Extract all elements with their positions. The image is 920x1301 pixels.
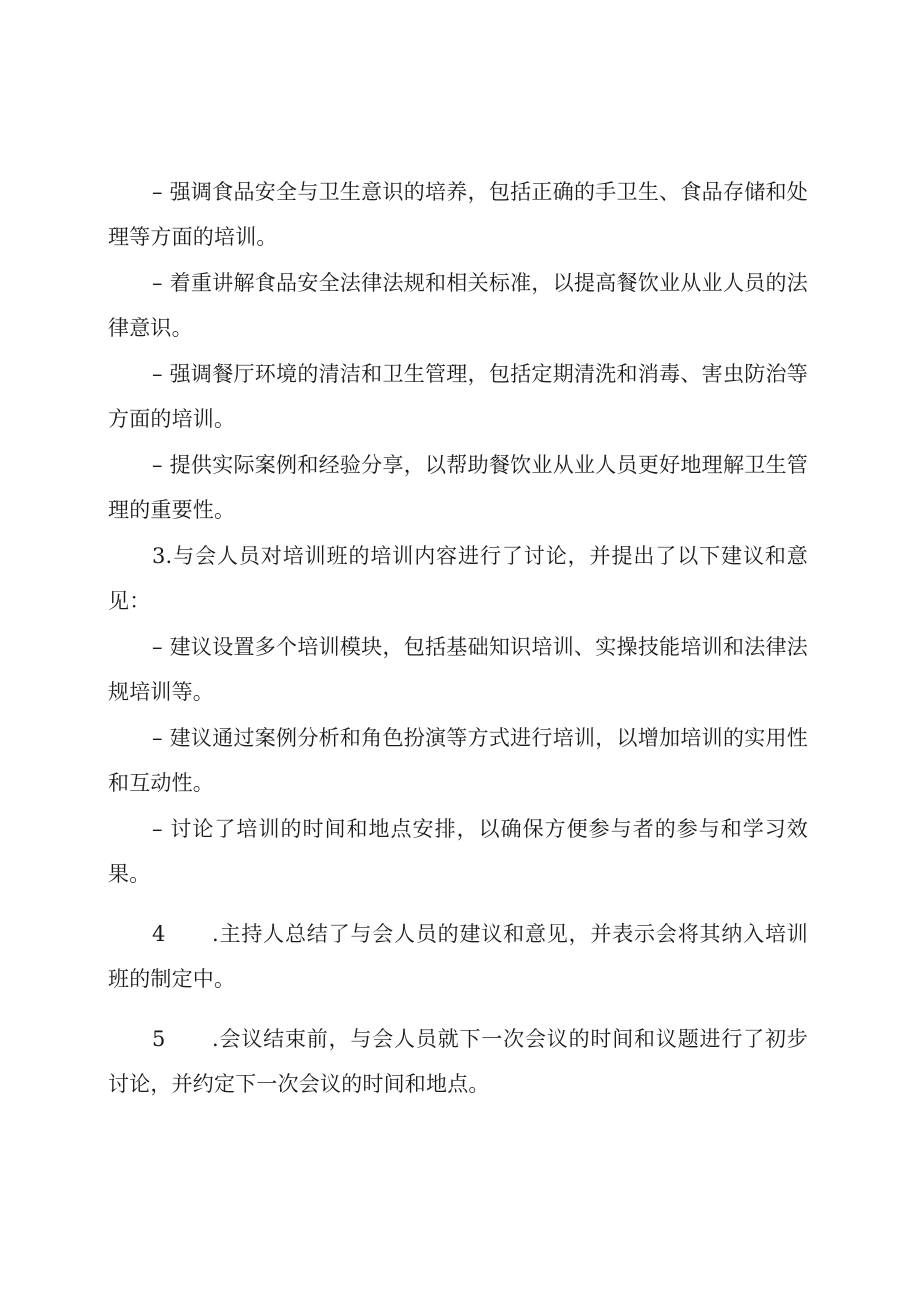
paragraph-suggest-modules: – 建议设置多个培训模块，包括基础知识培训、实操技能培训和法律法规培训等。 <box>108 635 808 704</box>
paragraph-food-safety-law: – 着重讲解食品安全法律法规和相关标准，以提高餐饮业从业人员的法律意识。 <box>108 271 808 340</box>
paragraph-item-5 <box>108 1017 808 1107</box>
item-5-text: .会议结束前，与会人员就下一次会议的时间和议题进行了初步讨论，并约定下一次会议的时间和地点。 <box>108 1027 808 1096</box>
document-body <box>108 170 808 1108</box>
paragraph-item-3: 3.与会人员对培训班的培训内容进行了讨论，并提出了以下建议和意见： <box>108 544 808 613</box>
paragraph-restaurant-hygiene: – 强调餐厅环境的清洁和卫生管理，包括定期清洗和消毒、害虫防治等方面的培训。 <box>108 362 808 431</box>
item-4-number: 4 <box>152 922 166 946</box>
paragraph-item-4 <box>108 912 808 1002</box>
paragraph-suggest-methods: – 建议通过案例分析和角色扮演等方式进行培训，以增加培训的实用性和互动性。 <box>108 726 808 795</box>
item-4-text: .主持人总结了与会人员的建议和意见，并表示会将其纳入培训班的制定中。 <box>108 922 808 991</box>
item-5-number: 5 <box>152 1027 166 1051</box>
paragraph-schedule-discussion: – 讨论了培训的时间和地点安排，以确保方便参与者的参与和学习效果。 <box>108 817 808 886</box>
paragraph-food-safety-awareness: – 强调食品安全与卫生意识的培养，包括正确的手卫生、食品存储和处理等方面的培训。 <box>108 180 808 249</box>
paragraph-case-sharing: – 提供实际案例和经验分享，以帮助餐饮业从业人员更好地理解卫生管理的重要性。 <box>108 453 808 522</box>
